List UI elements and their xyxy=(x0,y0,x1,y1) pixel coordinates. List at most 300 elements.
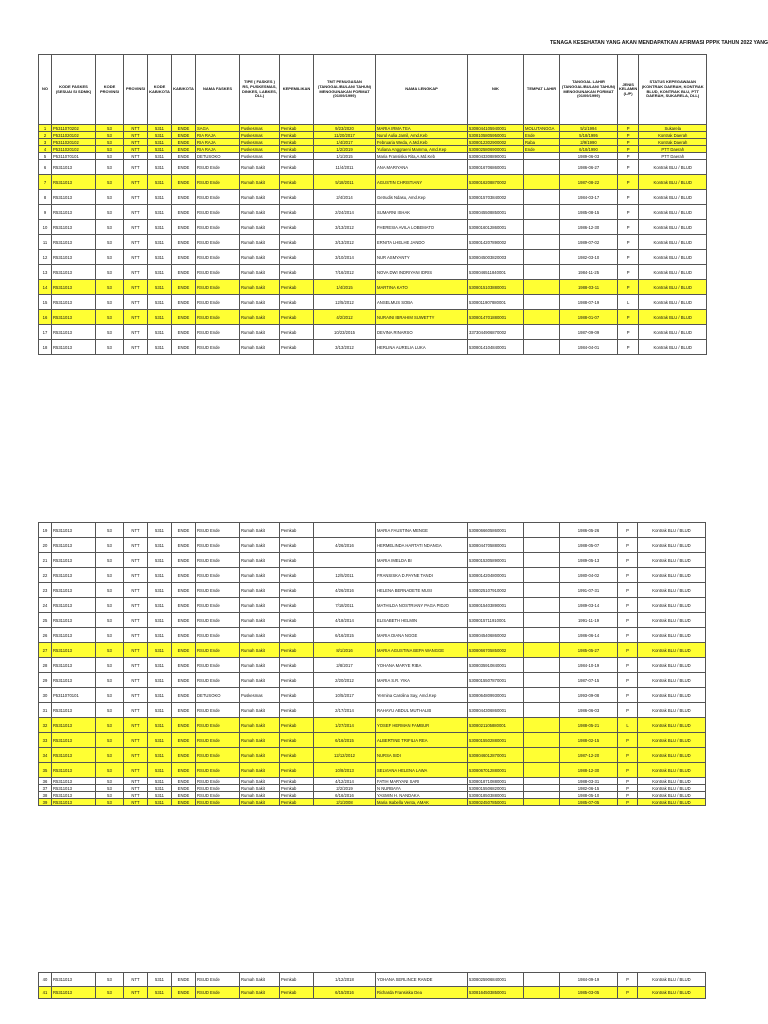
table-cell: 3/13/2012 xyxy=(314,340,376,355)
table-cell: MARIA S.R. YIKA xyxy=(376,673,468,688)
table-cell: NTT xyxy=(124,628,148,643)
table-cell: Pemkab xyxy=(280,568,314,583)
table-cell: 2/17/2014 xyxy=(314,703,376,718)
table-cell: RSUD Ende xyxy=(196,280,240,295)
table-cell xyxy=(524,153,560,160)
table-cell: 5308015103880001 xyxy=(468,280,524,295)
table-cell: 5308025107910002 xyxy=(468,583,524,598)
table-cell: 34 xyxy=(39,748,52,763)
table-cell: RSUD Ende xyxy=(196,190,240,205)
table-cell: 5311 xyxy=(148,175,172,190)
table-cell: RSUD Ende xyxy=(196,175,240,190)
table-cell: 5311 xyxy=(148,613,172,628)
table-cell: ENDE xyxy=(172,125,196,132)
table-cell: Rumah Sakit xyxy=(240,295,280,310)
table-cell: 5308014207890002 xyxy=(468,235,524,250)
table-cell: 5308015711910001 xyxy=(468,613,524,628)
table-cell xyxy=(524,718,560,733)
table-cell: P xyxy=(618,265,639,280)
table-cell: 1988-03-11 xyxy=(560,280,618,295)
table-cell: 1/27/2014 xyxy=(314,718,376,733)
table-row xyxy=(39,295,707,310)
col-header-kode-provinsi: KODE PROVINSI xyxy=(96,55,124,125)
table-cell: R5311013 xyxy=(52,523,96,538)
table-cell: 5311 xyxy=(148,785,172,792)
table-cell: L xyxy=(618,718,638,733)
table-cell: 2 xyxy=(39,132,52,139)
col-header-kepemilikan: KEPEMILIKAN xyxy=(280,55,314,125)
table-cell: 5311 xyxy=(148,792,172,799)
table-cell: NTT xyxy=(124,523,148,538)
header-row xyxy=(39,55,707,125)
table-cell: Pemkab xyxy=(280,190,314,205)
table-cell: RIA RAJA xyxy=(196,139,240,146)
table-cell: 53 xyxy=(96,235,124,250)
table-cell: NTT xyxy=(124,295,148,310)
table-cell: Kontrak BLU / BLUD xyxy=(638,598,706,613)
table-cell: P xyxy=(618,220,639,235)
table-cell: 35 xyxy=(39,763,52,778)
table-cell: MARIA IMELDA BI xyxy=(376,553,468,568)
table-cell: Kontrak BLU / BLUD xyxy=(639,235,707,250)
col-header-provinsi: PROVINSI xyxy=(124,55,148,125)
table-cell: NTT xyxy=(124,792,148,799)
table-cell: R5311013 xyxy=(52,538,96,553)
table-row xyxy=(39,265,707,280)
table-cell: ANA MARIYANA xyxy=(376,160,468,175)
table-cell: ALBERTINE TRIFILIA REA xyxy=(376,733,468,748)
table-cell: RSUD Ende xyxy=(196,718,240,733)
table-cell: R5311013 xyxy=(52,658,96,673)
table-cell: Kontrak BLU / BLUD xyxy=(638,733,706,748)
table-cell: Rumah Sakit xyxy=(240,748,280,763)
table-cell: RSUD Ende xyxy=(196,538,240,553)
table-cell: 7 xyxy=(39,175,52,190)
table-cell: NTT xyxy=(124,146,148,153)
table-cell: P xyxy=(618,235,639,250)
table-cell: Rumah Sakit xyxy=(240,792,280,799)
table-row xyxy=(39,125,707,132)
table-cell: Pemkab xyxy=(280,799,314,806)
table-cell: P xyxy=(618,733,638,748)
table-row xyxy=(39,792,706,799)
table-row xyxy=(39,628,706,643)
table-cell: Kontrak BLU / BLUD xyxy=(638,763,706,778)
table-cell: 1 xyxy=(39,125,52,132)
table-cell: ENDE xyxy=(172,153,196,160)
table-cell: RSUD Ende xyxy=(196,310,240,325)
table-cell: R5311013 xyxy=(52,583,96,598)
table-cell: 15 xyxy=(39,295,52,310)
table-cell: R5311013 xyxy=(52,973,96,987)
table-cell: NTT xyxy=(124,175,148,190)
table-row xyxy=(39,778,706,785)
table-cell: YOHANA SERLINCE RANDE xyxy=(376,973,468,987)
table-cell: 5308015506820001 xyxy=(468,785,524,792)
table-cell: RSUD Ende xyxy=(196,220,240,235)
table-cell: Rumah Sakit xyxy=(240,703,280,718)
table-cell: RSUD Ende xyxy=(196,763,240,778)
table-cell: R5311013 xyxy=(52,280,96,295)
table-cell: 5308044105940001 xyxy=(468,125,524,132)
table-cell: ENDE xyxy=(172,598,196,613)
table-cell: 3/13/2012 xyxy=(314,220,376,235)
table-cell: R5311013 xyxy=(52,295,96,310)
table-cell: Pemkab xyxy=(280,538,314,553)
table-cell: Pemkab xyxy=(280,583,314,598)
table-cell: Puskesmas xyxy=(240,132,280,139)
table-cell: Pemkab xyxy=(280,139,314,146)
table-row xyxy=(39,583,706,598)
table-cell: ENDE xyxy=(172,175,196,190)
table-row xyxy=(39,220,707,235)
table-cell: R5311013 xyxy=(52,613,96,628)
table-cell: 1988-05-10 xyxy=(560,792,618,799)
table-cell xyxy=(524,190,560,205)
table-cell: 6/16/2015 xyxy=(314,733,376,748)
table-cell: 6/16/2015 xyxy=(314,628,376,643)
table-cell: P xyxy=(618,340,639,355)
table-cell: 40 xyxy=(39,973,52,987)
table-cell: 53 xyxy=(96,538,124,553)
table-cell: RSUD Ende xyxy=(196,733,240,748)
table-row xyxy=(39,568,706,583)
table-row xyxy=(39,190,707,205)
table-cell: 5311 xyxy=(148,280,172,295)
table-cell: 5311 xyxy=(148,778,172,785)
table-cell: Ende xyxy=(524,132,560,139)
table-cell: Kontrak BLU / BLUD xyxy=(638,688,706,703)
table-row xyxy=(39,160,707,175)
table-cell: NTT xyxy=(124,748,148,763)
table-cell: 53 xyxy=(96,280,124,295)
table-cell xyxy=(314,553,376,568)
table-cell: ENDE xyxy=(172,139,196,146)
table-cell: 9/23/2020 xyxy=(314,125,376,132)
table-cell: P xyxy=(618,538,638,553)
table-cell: 1985-08-15 xyxy=(560,205,618,220)
table-cell: 25 xyxy=(39,613,52,628)
table-cell: Rumah Sakit xyxy=(240,190,280,205)
data-table-page-2 xyxy=(38,522,706,806)
table-cell: 53 xyxy=(96,205,124,220)
table-cell: 53 xyxy=(96,673,124,688)
table-cell: 5311 xyxy=(148,310,172,325)
table-cell: Getrudis Ndasu, Amd.Kep xyxy=(376,190,468,205)
table-cell: Puskesmas xyxy=(240,139,280,146)
table-row xyxy=(39,688,706,703)
table-cell: Kontrak BLU / BLUD xyxy=(638,643,706,658)
table-cell: Rumah Sakit xyxy=(240,235,280,250)
table-row xyxy=(39,748,706,763)
table-cell: 29 xyxy=(39,673,52,688)
table-cell: SUMARNI ISHAK xyxy=(376,205,468,220)
table-row xyxy=(39,733,706,748)
table-cell: Kontrak BLU / BLUD xyxy=(638,799,706,806)
table-cell: 5308066705850002 xyxy=(468,643,524,658)
table-cell: R5311013 xyxy=(52,718,96,733)
table-cell: 5308015703840002 xyxy=(468,190,524,205)
table-cell: HERLINA AURELIA LUKA xyxy=(376,340,468,355)
table-cell: 1989-06-03 xyxy=(560,153,618,160)
table-cell: FHERESIA AVILA LOBEMATO xyxy=(376,220,468,235)
table-cell: 4/2/2012 xyxy=(314,310,376,325)
table-cell: 21 xyxy=(39,553,52,568)
table-cell: 2/9/1990 xyxy=(560,139,618,146)
table-cell: Kontrak BLU / BLUD xyxy=(638,973,706,987)
table-cell: 5308044705880001 xyxy=(468,538,524,553)
table-cell: SELVIANA HELENA LAWA xyxy=(376,763,468,778)
table-cell: 1982-03-10 xyxy=(560,250,618,265)
table-cell: 1984-03-17 xyxy=(560,190,618,205)
table-cell: 1986-12-30 xyxy=(560,220,618,235)
table-cell: RSUD Ende xyxy=(196,673,240,688)
table-cell: ENDE xyxy=(172,132,196,139)
table-cell: 5308046511840001 xyxy=(468,265,524,280)
table-cell: 12/12/2012 xyxy=(314,748,376,763)
table-cell: NTT xyxy=(124,160,148,175)
table-cell: 5311 xyxy=(148,295,172,310)
table-cell: RSUD Ende xyxy=(196,703,240,718)
table-cell: 19 xyxy=(39,523,52,538)
table-cell: NTT xyxy=(124,778,148,785)
table-cell: Rumah Sakit xyxy=(240,733,280,748)
table-cell: PTT Daerah xyxy=(639,153,707,160)
table-cell: NTT xyxy=(124,688,148,703)
table-cell: Yermina Carolina Say, Amd.Kep xyxy=(376,688,468,703)
page-title: TENAGA KESEHATAN YANG AKAN MENDAPATKAN AFIRMASI PPPK TAHUN 2022 YANG xyxy=(550,40,768,46)
table-cell xyxy=(524,205,560,220)
table-cell: Pemkab xyxy=(280,703,314,718)
table-cell: ENDE xyxy=(172,280,196,295)
table-cell: R5311013 xyxy=(52,205,96,220)
table-cell: 4/12/2014 xyxy=(314,778,376,785)
table-cell: FRANSISKA D.PAYNE TANDI xyxy=(376,568,468,583)
table-cell xyxy=(524,340,560,355)
table-cell: 5311 xyxy=(148,250,172,265)
table-cell: DETUSOKO xyxy=(196,153,240,160)
table-cell: 5308024507850001 xyxy=(468,799,524,806)
table-cell: 1988-01-07 xyxy=(560,310,618,325)
table-cell: RIA RAJA xyxy=(196,146,240,153)
table-cell: 1993-09-08 xyxy=(560,688,618,703)
table-cell: 30 xyxy=(39,688,52,703)
table-cell: 28 xyxy=(39,658,52,673)
table-cell: ENDE xyxy=(172,792,196,799)
table-cell: 22 xyxy=(39,568,52,583)
table-cell: Kontrak BLU / BLUD xyxy=(638,583,706,598)
table-cell: Rumah Sakit xyxy=(240,987,280,999)
table-cell: Richarda Fransiska Dea xyxy=(376,987,468,999)
table-cell: 53 xyxy=(96,658,124,673)
table-cell: PTT Daerah xyxy=(639,146,707,153)
table-cell: 53 xyxy=(96,763,124,778)
table-cell: Rumah Sakit xyxy=(240,220,280,235)
table-cell: 53 xyxy=(96,160,124,175)
table-cell: Rumah Sakit xyxy=(240,175,280,190)
table-cell: P xyxy=(618,125,639,132)
table-cell: 53 xyxy=(96,583,124,598)
table-cell: Kontrak BLU / BLUD xyxy=(638,628,706,643)
table-cell: 5311 xyxy=(148,153,172,160)
table-cell: Puskesmas xyxy=(240,125,280,132)
table-row xyxy=(39,523,706,538)
table-cell: 53 xyxy=(96,310,124,325)
table-cell: P xyxy=(618,310,639,325)
table-cell: NTT xyxy=(124,125,148,132)
table-cell: 5/1/1994 xyxy=(560,125,618,132)
table-cell: Pemkab xyxy=(280,973,314,987)
table-cell: NTT xyxy=(124,325,148,340)
table-cell: RSUD Ende xyxy=(196,583,240,598)
table-cell: Rumah Sakit xyxy=(240,340,280,355)
table-cell: P xyxy=(618,250,639,265)
table-cell: P xyxy=(618,153,639,160)
col-header-tanggal-lahir: TANGGAL LAHIR (TANGGAL/BULAN/ TAHUN) MENGGUNAKAN FORMAT (01/09/1999) xyxy=(560,55,618,125)
table-cell: 5311 xyxy=(148,973,172,987)
table-cell: Rumah Sakit xyxy=(240,583,280,598)
table-cell: 53 xyxy=(96,250,124,265)
table-cell: R5311013 xyxy=(52,553,96,568)
table-cell: 8/1/2016 xyxy=(314,643,376,658)
table-row xyxy=(39,250,707,265)
table-cell: 1984-10-19 xyxy=(560,658,618,673)
table-cell: Pemkab xyxy=(280,310,314,325)
table-cell: 37 xyxy=(39,785,52,792)
table-cell: 1980-04-02 xyxy=(560,568,618,583)
table-cell: P xyxy=(618,568,638,583)
table-cell: 2/4/2014 xyxy=(314,190,376,205)
table-cell: 5311 xyxy=(148,340,172,355)
col-header-status-kepegawaian: STATUS KEPEGAWAIAN (KONTRAK DAERAH, KONTRAK BLUD, KONTRAK BLU, PTT DAERAH, SUKARELA, DLL) xyxy=(639,55,707,125)
table-cell: NTT xyxy=(124,673,148,688)
table-cell: P xyxy=(618,523,638,538)
table-cell: MOLUTANGGA xyxy=(524,125,560,132)
table-cell: R5311013 xyxy=(52,190,96,205)
table-cell xyxy=(524,792,560,799)
table-cell: Pemkab xyxy=(280,658,314,673)
table-body xyxy=(39,973,706,999)
table-cell: 5311 xyxy=(148,748,172,763)
table-cell: Pemkab xyxy=(280,553,314,568)
table-cell: Pemkab xyxy=(280,718,314,733)
table-cell: R5311013 xyxy=(52,763,96,778)
table-cell: 5308025906840001 xyxy=(468,973,524,987)
table-cell: 2/8/2017 xyxy=(314,658,376,673)
table-cell: P xyxy=(618,987,638,999)
table-cell: Kontrak BLU / BLUD xyxy=(639,340,707,355)
table-cell: 5308045508850001 xyxy=(468,205,524,220)
table-cell: 53 xyxy=(96,598,124,613)
table-cell: 5308046012870001 xyxy=(468,748,524,763)
table-cell: 5311 xyxy=(148,628,172,643)
table-cell: Kontrak BLU / BLUD xyxy=(639,280,707,295)
table-cell: 1989-03-14 xyxy=(560,598,618,613)
table-cell: 1987-08-22 xyxy=(560,175,618,190)
table-cell: Pemkab xyxy=(280,125,314,132)
table-cell: R5311013 xyxy=(52,733,96,748)
table-cell: 5308035910840001 xyxy=(468,658,524,673)
table-cell: Kontrak BLU / BLUD xyxy=(639,175,707,190)
table-cell: 5308067012880001 xyxy=(468,763,524,778)
table-cell: NTT xyxy=(124,265,148,280)
table-cell: Pemkab xyxy=(280,733,314,748)
table-cell: RSUD Ende xyxy=(196,973,240,987)
table-cell: 5/18/2011 xyxy=(314,175,376,190)
table-cell: YASMIN H. NANDAKA xyxy=(376,792,468,799)
table-cell: Kontrak BLU / BLUD xyxy=(638,553,706,568)
table-cell: 5311 xyxy=(148,799,172,806)
table-cell: 5308012302900002 xyxy=(468,139,524,146)
table-cell: Rumah Sakit xyxy=(240,643,280,658)
table-cell xyxy=(524,250,560,265)
table-cell: N NURBAYA xyxy=(376,785,468,792)
table-cell: 1984-11-25 xyxy=(560,265,618,280)
table-cell: 20 xyxy=(39,538,52,553)
table-cell xyxy=(524,583,560,598)
table-cell: Kontrak BLU / BLUD xyxy=(639,190,707,205)
table-cell: Pemkab xyxy=(280,613,314,628)
table-cell: P xyxy=(618,778,638,785)
table-cell: MATHILDA NOSTRIANY PAGA PIDJO xyxy=(376,598,468,613)
table-cell xyxy=(524,763,560,778)
table-cell: FATIH MARYANI SARI xyxy=(376,778,468,785)
table-cell: 53 xyxy=(96,175,124,190)
table-cell: 5311 xyxy=(148,132,172,139)
table-cell: SAGA xyxy=(196,125,240,132)
table-cell: P5311020102 xyxy=(52,139,96,146)
table-cell: 5311 xyxy=(148,190,172,205)
table-cell: Pemkab xyxy=(280,153,314,160)
table-cell: 1987-12-20 xyxy=(560,748,618,763)
table-cell: Pemkab xyxy=(280,748,314,763)
table-cell: P xyxy=(618,763,638,778)
table-cell: 53 xyxy=(96,643,124,658)
table-cell: NTT xyxy=(124,132,148,139)
table-cell: 11/4/2011 xyxy=(314,160,376,175)
table-cell xyxy=(524,973,560,987)
table-row xyxy=(39,146,707,153)
table-cell: 1988-05-21 xyxy=(560,718,618,733)
col-header-jenis-kelamin: JENIS KELAMIN (L/P) xyxy=(618,55,639,125)
table-cell: NTT xyxy=(124,250,148,265)
table-cell: Pemkab xyxy=(280,785,314,792)
table-cell: 53 xyxy=(96,973,124,987)
table-cell: Rumah Sakit xyxy=(240,553,280,568)
table-cell: 5308064809930001 xyxy=(468,688,524,703)
table-cell: RSUD Ende xyxy=(196,799,240,806)
table-cell: ENDE xyxy=(172,613,196,628)
table-cell: P xyxy=(618,190,639,205)
table-cell: 5308016208870002 xyxy=(468,175,524,190)
table-cell: R5311013 xyxy=(52,703,96,718)
table-cell: Pemkab xyxy=(280,763,314,778)
table-cell: ENDE xyxy=(172,538,196,553)
table-cell: ENDE xyxy=(172,310,196,325)
table-cell: 1984-09-19 xyxy=(560,973,618,987)
table-cell: YOHANA MARYE RIBA xyxy=(376,658,468,673)
table-cell: Pemkab xyxy=(280,523,314,538)
table-cell: ERNITA LHELHE JANDO xyxy=(376,235,468,250)
table-cell: Puskesmas xyxy=(240,688,280,703)
table-cell: 1987-07-15 xyxy=(560,673,618,688)
table-cell: P xyxy=(618,146,639,153)
table-cell: 1986-05-26 xyxy=(560,523,618,538)
table-row xyxy=(39,973,706,987)
table-cell: Kontrak BLU / BLUD xyxy=(638,987,706,999)
table-cell: Pemkab xyxy=(280,340,314,355)
table-cell: AGUSTIN CHRISTIANY xyxy=(376,175,468,190)
